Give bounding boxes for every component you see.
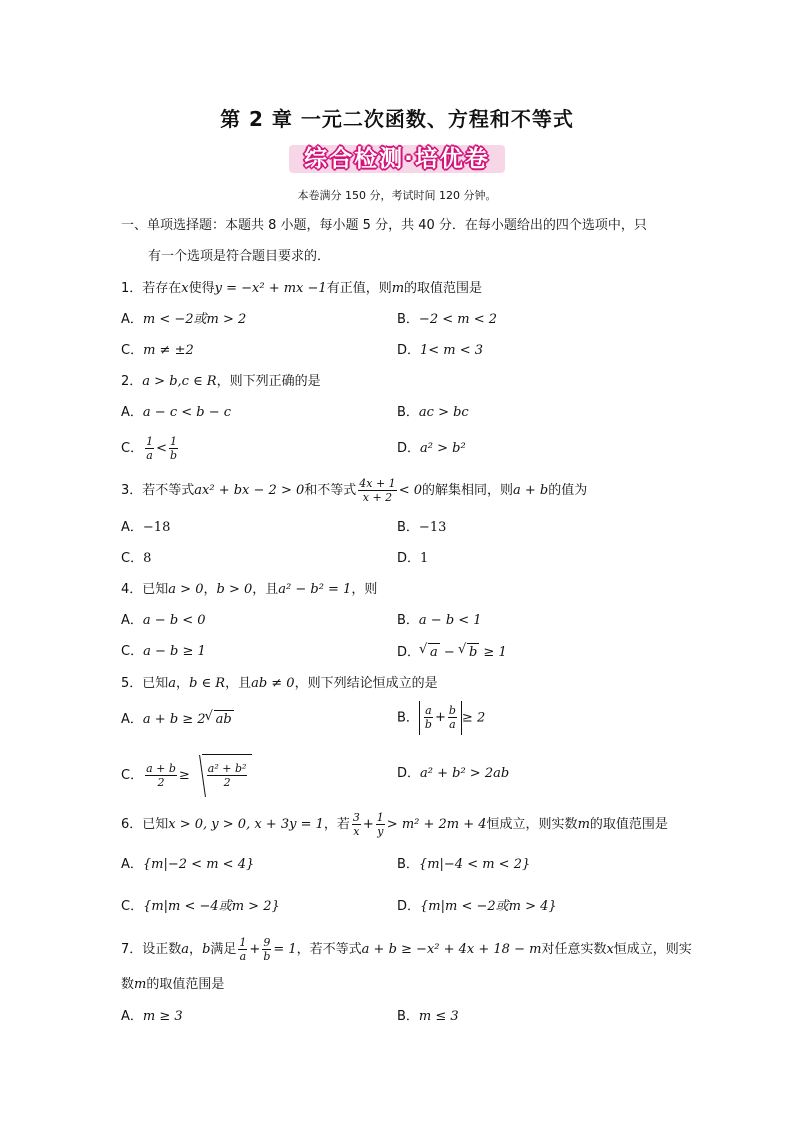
section-heading-line2: 有一个选项是符合题目要求的． (148, 249, 331, 264)
banner (289, 142, 505, 176)
exam-info: 本卷满分 150 分，考试时间 120 分钟。 (297, 189, 497, 202)
q5-option-c: C． $\frac{a + b}{2}$ ≥ $\frac{\text{a² + b²}}{2}$ (121, 754, 252, 797)
question-2-stem: 2．a > b,c ∈ R，则下列正确的是 (121, 374, 321, 389)
q6-option-b: B．{m|−4 < m < 2} (397, 857, 531, 872)
q1-option-c: C．m ≠ ±2 (121, 343, 194, 358)
q6-option-a: A．{m|−2 < m < 4} (121, 857, 255, 872)
q2-option-b: B．ac > bc (397, 405, 469, 420)
q1-tail: 的取值范围是 (404, 281, 483, 296)
page-title: 第 2 章 一元二次函数、方程和不等式 (220, 107, 574, 131)
banner-text: 综合检测·培优卷 (304, 146, 490, 172)
q1-post: 有正值，则 (326, 281, 392, 296)
q6-option-c: C．{m|m < −4或m > 2} (121, 899, 280, 914)
question-7-stem: 7．设正数a，b满足 $\frac{1}{a}$ + $\frac{9}{b}$ = 1，若不等式a + b ≥ −x² + 4x + 18 − m对任意实数x恒成立，则实 (121, 936, 692, 963)
q2-cond: a > b,c ∈ R (142, 374, 217, 389)
q6-option-d: D．{m|m < −2或m > 4} (397, 899, 557, 914)
q2-option-d: D．a² > b² (397, 441, 466, 456)
q3-option-b: B．−13 (397, 520, 447, 535)
question-3-stem: 3．若不等式ax² + bx − 2 > 0和不等式 $\frac{4x + 1}{x + 2}$ < 0的解集相同，则a + b的值为 (121, 477, 588, 504)
question-6-stem: 6．已知x > 0, y > 0, x + 3y = 1，若 $\frac{3}{x}$ + $\frac{1}{y}$ > m² + 2m + 4恒成立，则实数m的取值范围是 (121, 811, 668, 838)
q1-pre: 1．若存在 (121, 281, 182, 296)
q5-option-d: D．a² + b² > 2ab (397, 766, 510, 781)
q1-option-d: D．1< m < 3 (397, 343, 484, 358)
q3-option-c: C．8 (121, 551, 152, 566)
q3-option-d: D．1 (397, 551, 429, 566)
q2-option-c: C． $\frac{1}{a}$ < $\frac{1}{b}$ (121, 435, 178, 462)
q7-option-b: B．m ≤ 3 (397, 1009, 459, 1024)
q4-option-b: B．a − b < 1 (397, 613, 482, 628)
q1-x: x (181, 281, 189, 296)
question-7-stem-line2: 数m的取值范围是 (121, 977, 225, 992)
q1-expr: y = −x² + mx −1 (214, 281, 327, 296)
q3-option-a: A．−18 (121, 520, 171, 535)
q5-option-b: B． $\frac{a}{b}$ + $\frac{b}{a}$ ≥ 2 (397, 701, 485, 736)
q4-option-d: D．√ a − √ b ≥ 1 (397, 643, 507, 662)
question-4-stem: 4．已知a > 0，b > 0，且a² − b² = 1，则 (121, 582, 378, 597)
question-5-stem: 5．已知a，b ∈ R，且ab ≠ 0，则下列结论恒成立的是 (121, 676, 438, 691)
q1-mid: 使得 (188, 281, 215, 296)
q4-option-c: C．a − b ≥ 1 (121, 644, 206, 659)
q4-option-a: A．a − b < 0 (121, 613, 206, 628)
q7-option-a: A．m ≥ 3 (121, 1009, 183, 1024)
section-heading-line1: 一、单项选择题：本题共 8 小题，每小题 5 分，共 40 分．在每小题给出的四个选项中，只 (121, 218, 647, 233)
q5-option-a: A．a + b ≥ 2√ ab (121, 710, 234, 729)
q1-m: m (391, 281, 405, 296)
question-1-stem (121, 280, 482, 298)
q1-option-b: B．−2 < m < 2 (397, 312, 497, 327)
q2-option-a: A．a − c < b − c (121, 405, 232, 420)
q1-option-a: A．m < −2或m > 2 (121, 312, 247, 327)
